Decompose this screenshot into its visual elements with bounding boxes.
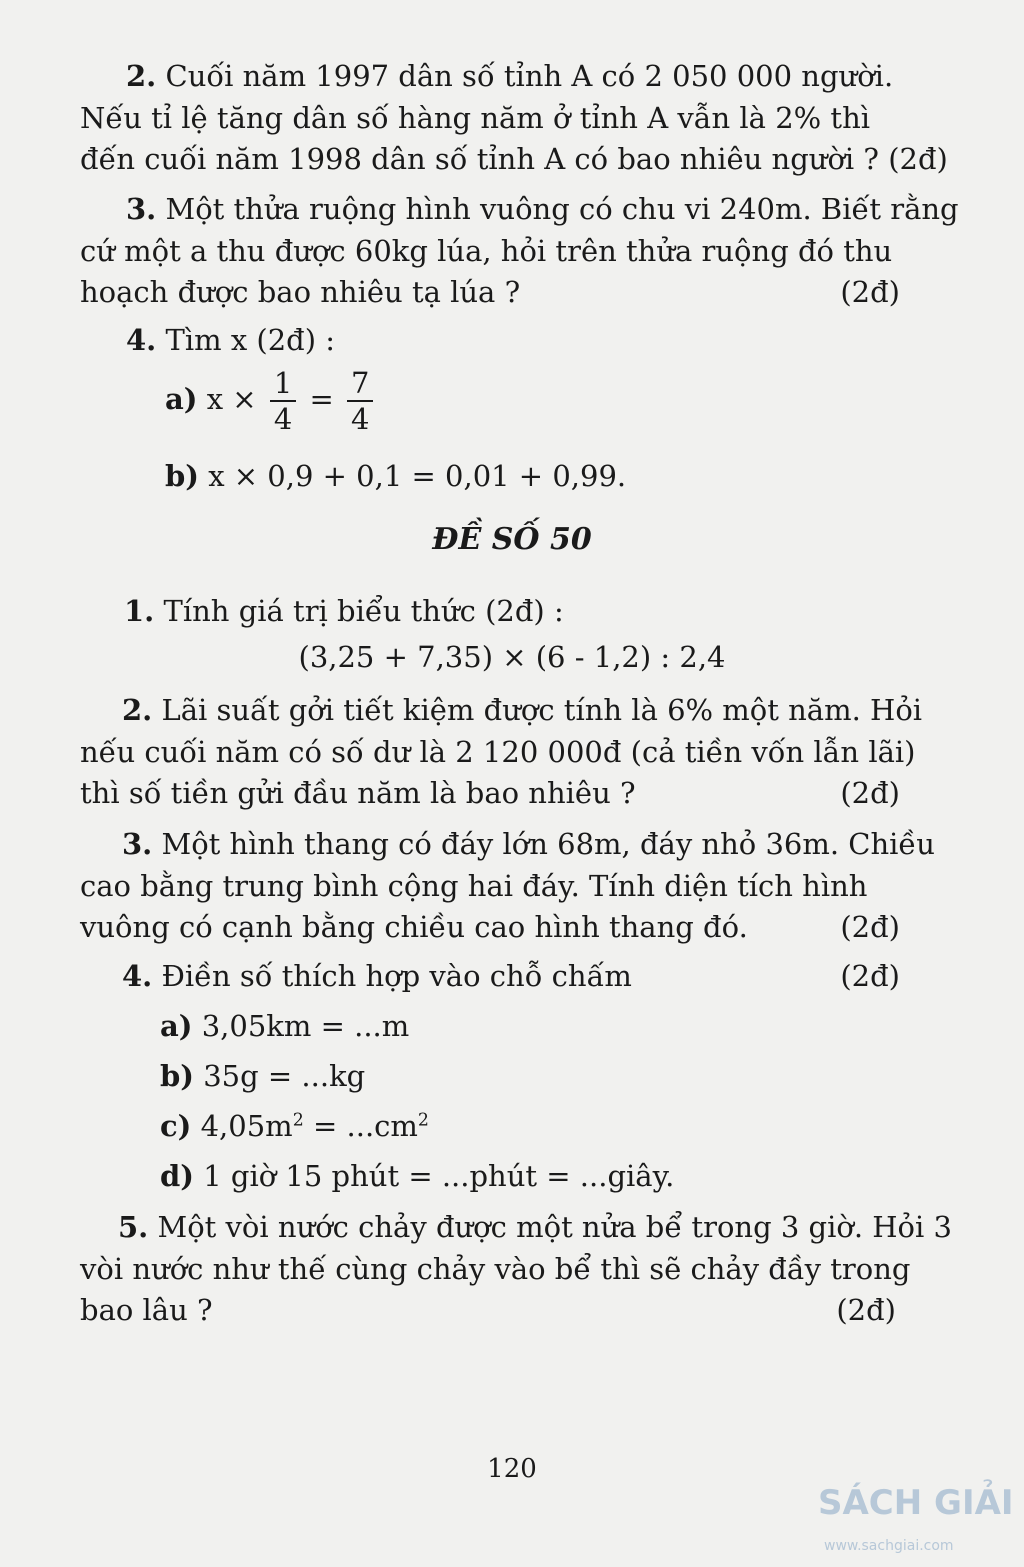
exam-q4-c-mid: = ...cm <box>303 1109 418 1143</box>
exam-q4-c-pre: 4,05m <box>200 1109 293 1143</box>
exam-question-5 <box>80 1207 956 1332</box>
exam-q4-text: Điền số thích hợp vào chỗ chấm <box>161 959 632 993</box>
exam-q3-points: (2đ) <box>840 910 900 944</box>
exam-q4-line <box>80 956 960 998</box>
prev-q3-points: (2đ) <box>840 275 900 309</box>
prev-q2-line-2: Nếu tỉ lệ tăng dân số hàng năm ở tỉnh A vẫn là 2% thì <box>80 100 871 135</box>
exam-q5-points: (2đ) <box>836 1293 896 1327</box>
exam-q4-d-text: 1 giờ 15 phút = ...phút = ...giây. <box>203 1159 675 1193</box>
watermark-brand: SÁCH GIẢI <box>818 1483 1014 1523</box>
prev-q2-line-1 <box>80 56 960 98</box>
exam-q4-part-a <box>160 1006 409 1046</box>
exam-q2-points: (2đ) <box>840 776 900 810</box>
exam-q5-text-3: bao lâu ? <box>80 1293 213 1327</box>
exam-q5-line-1 <box>80 1207 956 1249</box>
exam-q3-line-1 <box>80 824 960 866</box>
prev-question-3 <box>80 189 960 314</box>
exam-q1-line <box>80 591 960 633</box>
exam-heading: ĐỀ SỐ 50 <box>432 522 592 557</box>
prev-q4-a-pre: x × <box>206 382 257 416</box>
prev-q4-a-frac1-denominator: 4 <box>273 402 293 436</box>
page-number: 120 <box>487 1454 537 1484</box>
exam-q2-number: 2. <box>122 693 153 727</box>
exam-q5-number: 5. <box>118 1210 149 1244</box>
exam-q4-d-label: d) <box>160 1159 194 1193</box>
exam-q1-text: Tính giá trị biểu thức (2đ) : <box>163 594 564 628</box>
exam-q4-b-text: 35g = ...kg <box>203 1059 366 1093</box>
prev-q4-a-frac1-numerator: 1 <box>270 366 296 402</box>
prev-q2-number: 2. <box>126 59 157 93</box>
prev-q2-line-3: đến cuối năm 1998 dân số tỉnh A có bao nhiêu người ? (2đ) <box>80 142 948 176</box>
exam-q4-c-sup-1: 2 <box>292 1110 304 1131</box>
exam-q2-line-1 <box>80 690 960 732</box>
prev-q3-line-2: cứ một a thu được 60kg lúa, hỏi trên thửa ruộng đó thu <box>80 233 893 268</box>
prev-q4-text: Tìm x (2đ) : <box>165 323 336 357</box>
exam-q4-part-c <box>160 1106 429 1146</box>
prev-question-4 <box>80 320 960 362</box>
prev-question-2 <box>80 56 960 181</box>
prev-q3-line-1 <box>80 189 960 231</box>
exam-q1-number: 1. <box>124 594 155 628</box>
exam-q5-line-2: vòi nước như thế cùng chảy vào bể thì sẽ chảy đầy trong <box>80 1251 911 1286</box>
exam-q4-a-text: 3,05km = ...m <box>201 1009 410 1043</box>
prev-q4-a-fraction-1 <box>270 366 296 436</box>
exam-q2-text-3: thì số tiền gửi đầu năm là bao nhiêu ? <box>80 776 636 810</box>
prev-q4-number: 4. <box>126 323 157 357</box>
exam-q3-line-3 <box>80 907 960 949</box>
exam-q4-part-b <box>160 1056 365 1096</box>
exam-q3-text-1: Một hình thang có đáy lớn 68m, đáy nhỏ 36m. Chiều <box>161 827 935 861</box>
exam-q2-line-2: nếu cuối năm có số dư là 2 120 000đ (cả tiền vốn lẫn lãi) <box>80 734 916 769</box>
exam-q1-expression: (3,25 + 7,35) × (6 - 1,2) : 2,4 <box>298 640 726 674</box>
exam-question-4 <box>80 956 960 998</box>
prev-q4-part-b <box>165 456 626 496</box>
exam-q4-points: (2đ) <box>840 959 900 993</box>
exam-q2-text-1: Lãi suất gởi tiết kiệm được tính là 6% một năm. Hỏi <box>161 693 923 727</box>
prev-q2-text-1: Cuối năm 1997 dân số tỉnh A có 2 050 000 người. <box>165 59 894 93</box>
exam-question-2 <box>80 690 960 815</box>
exam-q2-line-3 <box>80 773 960 815</box>
prev-q3-text-3: hoạch được bao nhiêu tạ lúa ? <box>80 275 521 309</box>
watermark-url: www.sachgiai.com <box>824 1538 954 1554</box>
prev-q4-b-label: b) <box>165 459 199 493</box>
exam-q3-line-2: cao bằng trung bình cộng hai đáy. Tính diện tích hình <box>80 868 868 903</box>
prev-q4-a-label: a) <box>165 382 198 416</box>
exam-q5-line-3 <box>80 1290 956 1332</box>
watermark-logo <box>818 1470 1018 1560</box>
exam-q3-number: 3. <box>122 827 153 861</box>
prev-q3-line-3 <box>80 272 960 314</box>
prev-q4-a-frac2-numerator: 7 <box>347 366 373 402</box>
exam-q3-text-3: vuông có cạnh bằng chiều cao hình thang đó. <box>80 910 748 944</box>
prev-q3-text-1: Một thửa ruộng hình vuông có chu vi 240m. Biết rằng <box>165 192 959 226</box>
exam-q4-c-sup-2: 2 <box>417 1110 429 1131</box>
exam-q4-c-label: c) <box>160 1109 192 1143</box>
exam-question-1 <box>80 591 960 633</box>
prev-q4-a-equals: = <box>309 382 334 416</box>
exam-q5-text-1: Một vòi nước chảy được một nửa bể trong 3 giờ. Hỏi 3 <box>157 1210 952 1244</box>
exam-q4-number: 4. <box>122 959 153 993</box>
exam-q4-part-d <box>160 1156 674 1196</box>
prev-q4-line <box>80 320 960 362</box>
prev-q3-number: 3. <box>126 192 157 226</box>
prev-q4-part-a <box>165 366 377 436</box>
prev-q4-a-fraction-2 <box>347 366 373 436</box>
exam-question-3 <box>80 824 960 949</box>
prev-q4-a-frac2-denominator: 4 <box>351 402 370 436</box>
exam-q4-a-label: a) <box>160 1009 193 1043</box>
exam-q4-b-label: b) <box>160 1059 194 1093</box>
prev-q4-b-expr: x × 0,9 + 0,1 = 0,01 + 0,99. <box>208 459 627 493</box>
